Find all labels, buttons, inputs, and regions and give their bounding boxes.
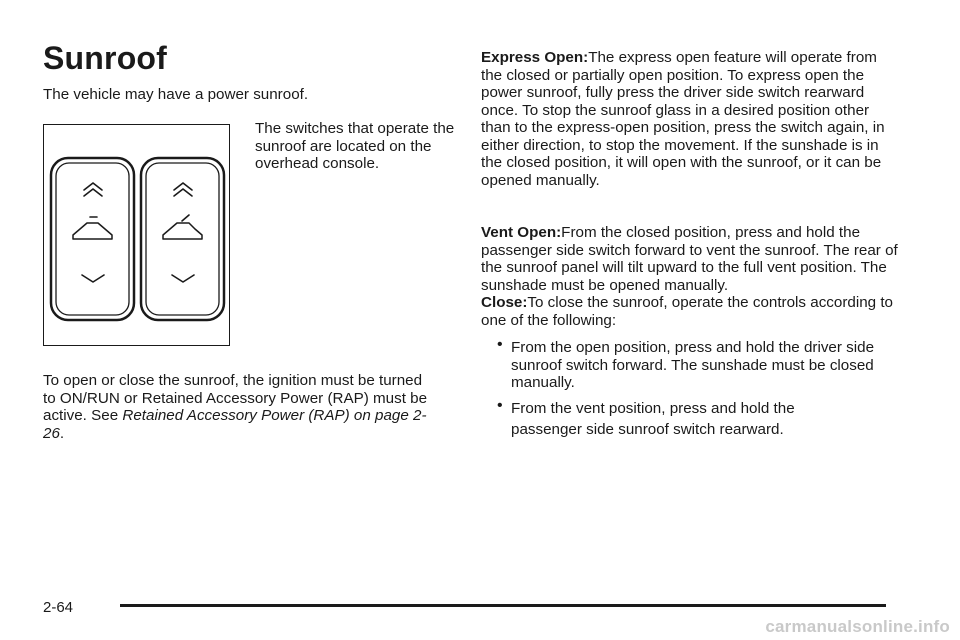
chevron-down-icon bbox=[82, 275, 104, 282]
close-label: Close: bbox=[481, 294, 528, 311]
rap-cross-reference: Retained Accessory Power (RAP) on page 2-26 bbox=[43, 407, 427, 442]
bullet-text: From the open position, press and hold the driver side sunroof switch forward. The sunshade must be closed manually. bbox=[511, 339, 875, 391]
bullet-marker: • bbox=[497, 336, 503, 353]
bullet-item-vent-position bbox=[497, 397, 911, 438]
bullet-text-line1: From the vent position, press and hold the bbox=[511, 400, 795, 417]
express-open-label: Express Open: bbox=[481, 49, 589, 66]
chevron-up-icon bbox=[84, 189, 102, 196]
bullet-item-open-position bbox=[497, 336, 911, 392]
sunroof-car-icon bbox=[163, 215, 202, 239]
bullet-text-line2: passenger side sunroof switch rearward. bbox=[511, 420, 784, 438]
bullet-marker: • bbox=[497, 397, 503, 414]
express-open-paragraph bbox=[481, 49, 901, 189]
vent-open-text: From the closed position, press and hold the passenger side switch forward to vent the sunroof. The rear of the sunroof panel will tilt upward to the full vent position. The sunshade must be opened manually. bbox=[481, 224, 898, 294]
ignition-end: . bbox=[59, 424, 65, 442]
intro-paragraph: The vehicle may have a power sunroof. bbox=[43, 86, 309, 103]
page-title: Sunroof bbox=[43, 40, 168, 76]
ignition-paragraph bbox=[43, 372, 433, 442]
sunroof-switches-figure bbox=[44, 125, 231, 347]
footer-rule bbox=[120, 604, 886, 607]
close-paragraph bbox=[481, 294, 901, 329]
vent-open-paragraph bbox=[481, 224, 901, 294]
chevron-down-icon bbox=[172, 275, 194, 282]
vent-open-label: Vent Open: bbox=[481, 224, 562, 241]
watermark: carmanualsonline.info bbox=[765, 617, 950, 636]
close-text: To close the sunroof, operate the controls according to one of the following: bbox=[481, 294, 893, 329]
express-open-text: The express open feature will operate from the closed or partially open position. To express open the power sunroof, fully press the driver side switch rearward once. To stop the sunroof glass in a desired position other than to the express-open position, press the switch again, in either direction, to stop the movement. If the sunshade is in the closed position, it will open with the sunroof, or it can be opened manually. bbox=[481, 49, 885, 189]
chevron-up-icon bbox=[174, 189, 192, 196]
sunroof-switch-illustration bbox=[43, 124, 230, 346]
switches-location-paragraph: The switches that operate the sunroof are located on the overhead console. bbox=[255, 120, 455, 172]
ignition-text: To open or close the sunroof, the ignition must be turned to ON/RUN or Retained Accessory Power (RAP) must be active. See bbox=[43, 372, 428, 424]
page-number: 2-64 bbox=[43, 599, 74, 616]
sunroof-car-icon bbox=[73, 217, 112, 239]
